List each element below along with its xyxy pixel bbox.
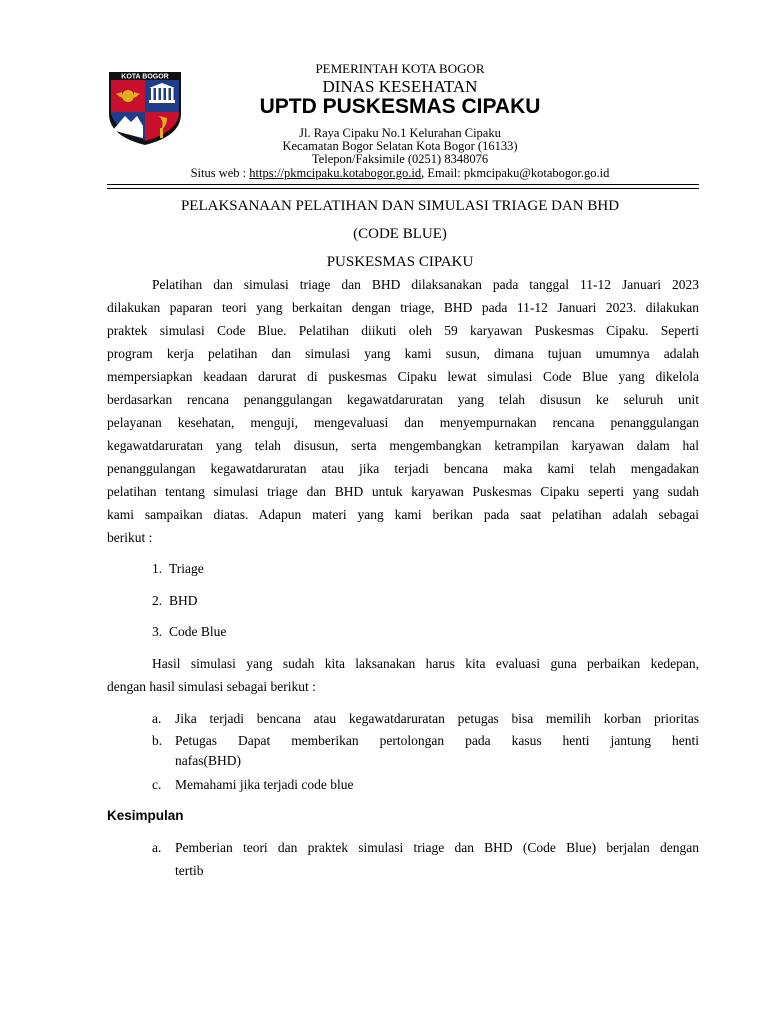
letterhead-rule-thin	[107, 188, 699, 189]
result-item: Petugas Dapat memberikan pertolongan pada kasus henti jantung henti	[175, 733, 699, 748]
letterhead-institution: UPTD PUSKESMAS CIPAKU	[259, 95, 541, 118]
letterhead-contact	[150, 166, 650, 181]
document-title: PELAKSANAAN PELATIHAN DAN SIMULASI TRIAGE DAN BHD	[180, 198, 620, 214]
paragraph1-line: kegawatdaruratan yang telah disusun, serta mengembangkan ketrampilan karyawan dalam hal	[107, 438, 699, 453]
paragraph1-line: program kerja pelatihan dan simulasi yang kami susun, dimana tujuan umumnya adalah	[107, 346, 699, 361]
list-number: 2.	[152, 593, 163, 608]
list-item-bhd: BHD	[169, 593, 198, 608]
document-subtitle: (CODE BLUE)	[353, 226, 447, 242]
conclusion-item-continued: tertib	[175, 863, 204, 878]
paragraph2-line: dengan hasil simulasi sebagai berikut :	[107, 679, 316, 694]
paragraph1-line: mempersiapkan keadaan darurat di puskesmas Cipaku lewat simulasi Code Blue yang dikelola	[107, 369, 699, 384]
result-item: Memahami jika terjadi code blue	[175, 777, 354, 792]
paragraph1-line: berdasarkan rencana penanggulangan kegawatdaruratan yang telah disusun ke seluruh unit	[107, 392, 699, 407]
list-number: 1.	[152, 561, 163, 576]
letterhead-district: Kecamatan Bogor Selatan Kota Bogor (16133)	[282, 139, 518, 153]
logo-caption: KOTA BOGOR	[121, 73, 169, 81]
result-letter: b.	[152, 733, 163, 748]
list-number: 3.	[152, 624, 163, 639]
letterhead-phone: Telepon/Faksimile (0251) 8348076	[311, 152, 489, 166]
paragraph1-line: berikut :	[107, 530, 153, 545]
email-text: , Email: pkmcipaku@kotabogor.go.id	[421, 166, 610, 180]
paragraph2-line: Hasil simulasi yang sudah kita laksanakan harus kita evaluasi guna perbaikan kedepan,	[152, 656, 699, 671]
letterhead-address: Jl. Raya Cipaku No.1 Kelurahan Cipaku	[299, 126, 501, 140]
website-link[interactable]: https://pkmcipaku.kotabogor.go.id	[249, 166, 422, 180]
letterhead-government: PEMERINTAH KOTA BOGOR	[315, 61, 485, 76]
paragraph1-line: Pelatihan dan simulasi triage dan BHD dilaksanakan pada tanggal 11-12 Januari 2023	[152, 277, 699, 292]
website-label: Situs web :	[190, 166, 250, 180]
conclusion-letter: a.	[152, 840, 162, 855]
paragraph1-line: dilakukan paparan teori yang berkaitan dengan triage, BHD pada 11-12 Januari 2023. dilakukan	[107, 300, 699, 315]
paragraph1-line: penanggulangan kegawatdaruratan atau jika terjadi bencana maka kami telah mengadakan	[107, 461, 699, 476]
paragraph1-line: praktek simulasi Code Blue. Pelatihan diikuti oleh 59 karyawan Puskesmas Cipaku. Seperti	[107, 323, 699, 338]
result-letter: c.	[152, 777, 162, 792]
list-item-triage: Triage	[169, 561, 204, 576]
conclusion-item: Pemberian teori dan praktek simulasi triage dan BHD (Code Blue) berjalan dengan	[175, 840, 699, 855]
paragraph1-line: pelayanan kesehatan, menguji, mengevaluasi dan menyempurnakan rencana penanggulangan	[107, 415, 699, 430]
conclusion-heading: Kesimpulan	[107, 808, 184, 823]
letterhead-department: DINAS KESEHATAN	[322, 77, 478, 96]
paragraph1-line: pelatihan tentang simulasi triage dan BHD untuk karyawan Puskesmas Cipaku seperti yang sudah	[107, 484, 699, 499]
result-item: Jika terjadi bencana atau kegawatdaruratan petugas bisa memilih korban prioritas	[175, 711, 699, 726]
letterhead-rule-thick	[107, 184, 699, 185]
document-location: PUSKESMAS CIPAKU	[326, 254, 474, 270]
result-item-continued: nafas(BHD)	[175, 753, 241, 768]
result-letter: a.	[152, 711, 162, 726]
paragraph1-line: kami sampaikan diatas. Adapun materi yang kami berikan pada saat pelatihan adalah sebagai	[107, 507, 699, 522]
list-item-code-blue: Code Blue	[169, 624, 227, 639]
